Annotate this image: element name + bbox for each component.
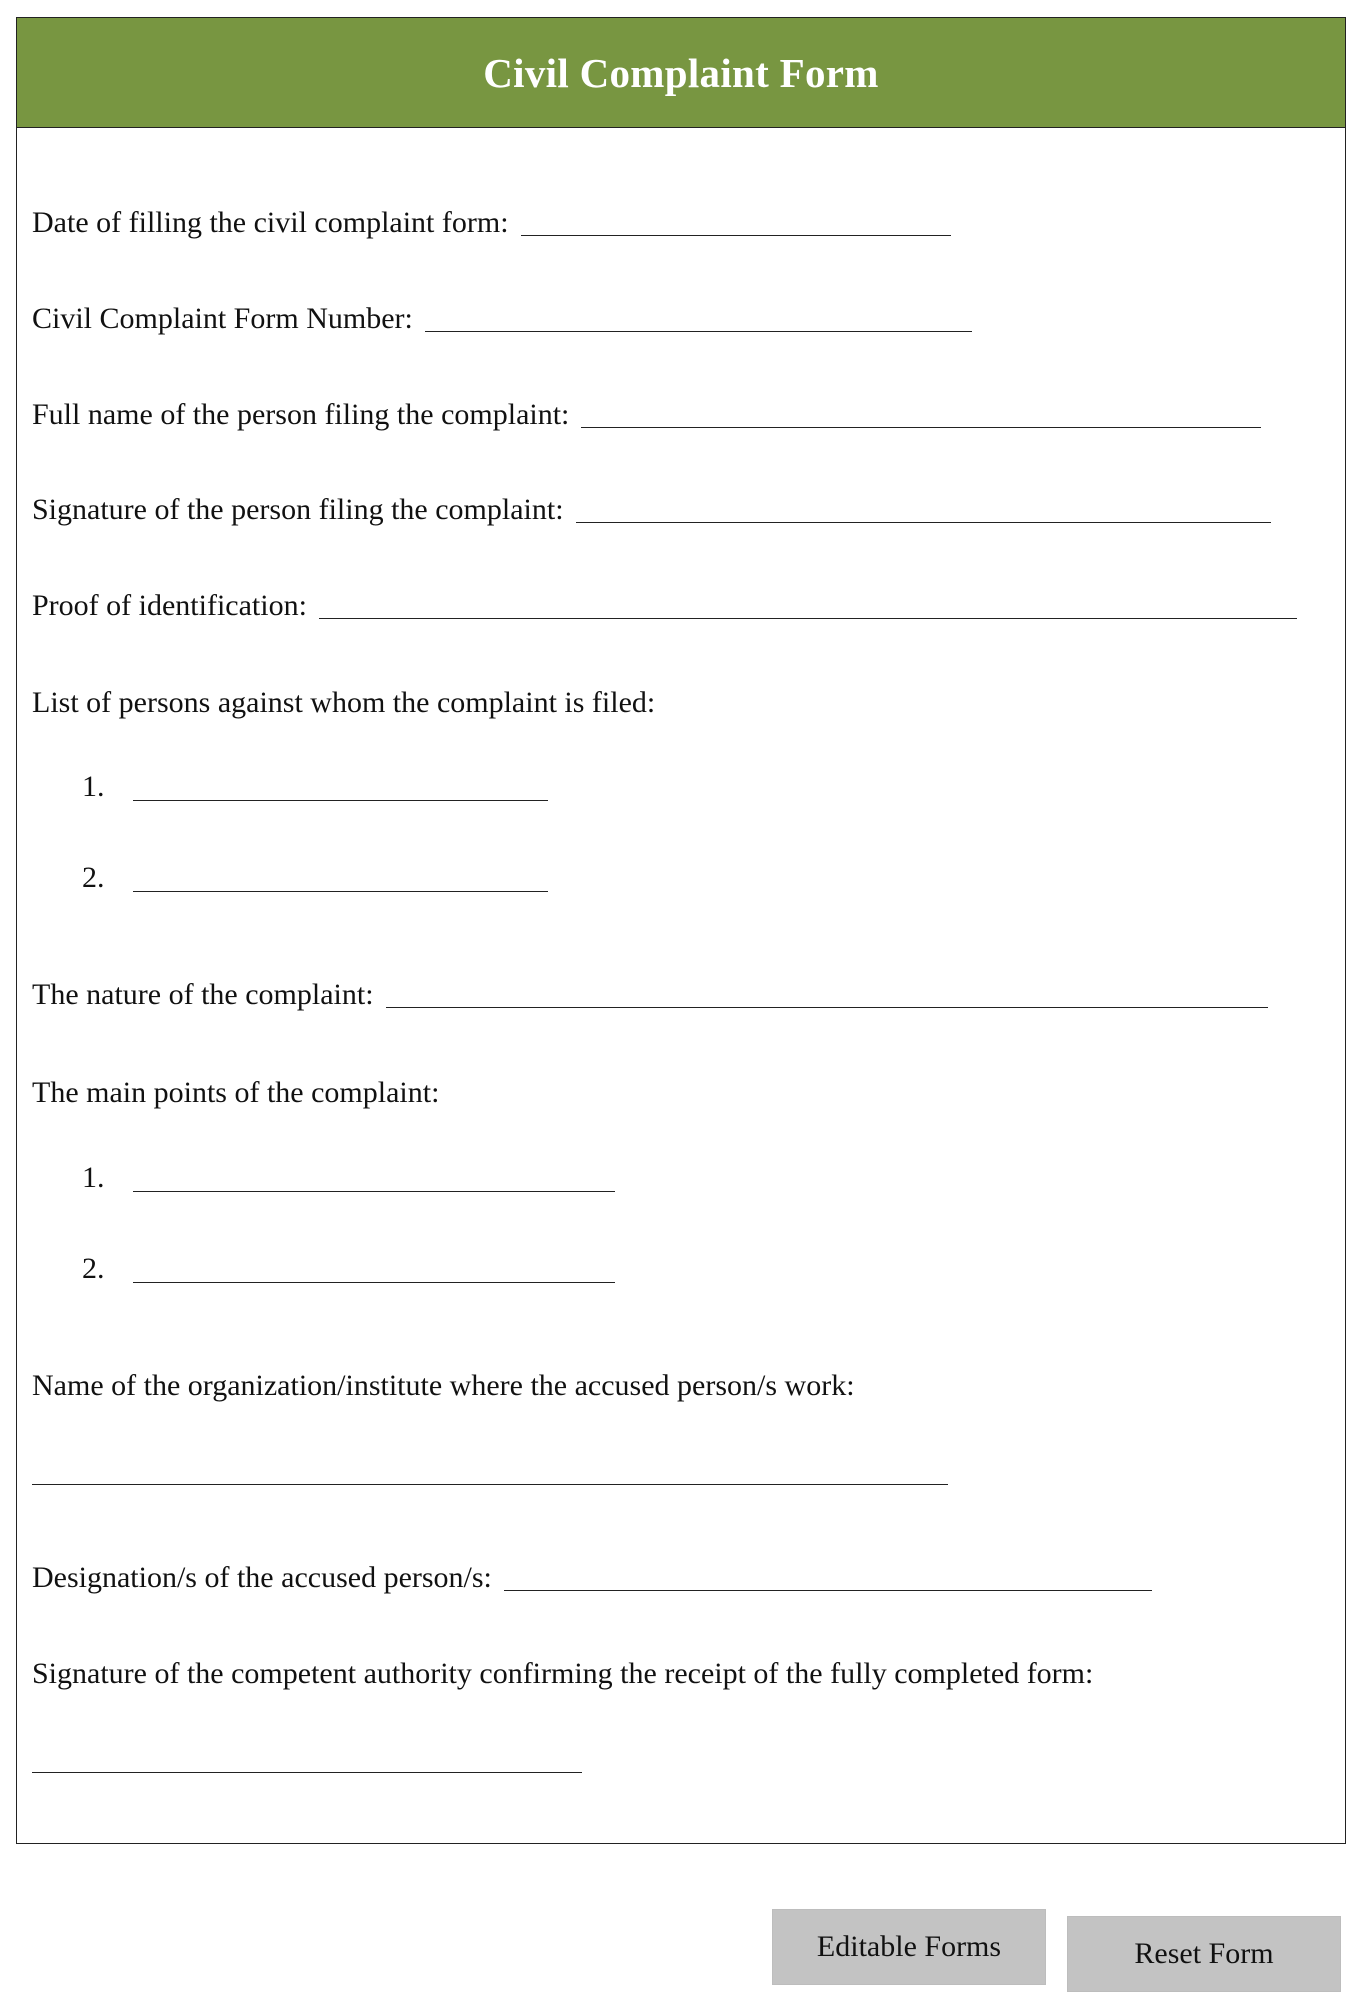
persons-heading: List of persons against whom the complaint is filed: [32,686,656,719]
points-item-2-field[interactable] [133,1281,615,1283]
persons-heading-row [32,678,655,718]
designation-field[interactable] [504,1589,1152,1591]
nature-row [32,970,1268,1010]
proof-field[interactable] [319,617,1297,619]
form-number-field[interactable] [425,330,972,332]
proof-row [32,581,1297,621]
designation-row [32,1553,1152,1593]
persons-item-2-number: 2. [82,861,105,894]
persons-item-1-field[interactable] [133,799,548,801]
signature-field[interactable] [576,521,1271,523]
authority-row [32,1649,1093,1689]
reset-form-button[interactable]: Reset Form [1067,1916,1341,1992]
authority-label: Signature of the competent authority confirming the receipt of the fully completed form: [32,1657,1094,1690]
points-item-1-field[interactable] [133,1190,615,1192]
fullname-row [32,390,1261,430]
persons-item-2-field[interactable] [133,890,548,892]
points-heading-row [32,1068,439,1108]
designation-label: Designation/s of the accused person/s: [32,1561,492,1594]
form-header [17,18,1345,128]
signature-label: Signature of the person filing the complaint: [32,493,564,526]
form-frame [16,17,1346,1844]
nature-field[interactable] [386,1006,1268,1008]
points-item-1-number: 1. [82,1161,105,1194]
fullname-label: Full name of the person filing the complaint: [32,398,570,431]
date-row [32,198,951,238]
date-field[interactable] [521,234,951,236]
form-title: Civil Complaint Form [483,49,879,96]
points-heading: The main points of the complaint: [32,1076,440,1109]
points-item-2-number: 2. [82,1252,105,1285]
fullname-field[interactable] [581,426,1261,428]
signature-row [32,485,1271,525]
form-number-label: Civil Complaint Form Number: [32,302,413,335]
organization-label: Name of the organization/institute where the accused person/s work: [32,1369,855,1402]
nature-label: The nature of the complaint: [32,978,374,1011]
authority-signature-field[interactable] [32,1771,582,1773]
date-label: Date of filling the civil complaint form: [32,206,509,239]
organization-row [32,1361,855,1401]
proof-label: Proof of identification: [32,589,307,622]
form-number-row [32,294,972,334]
organization-field[interactable] [32,1483,948,1485]
editable-forms-button[interactable]: Editable Forms [772,1909,1046,1985]
persons-item-1-number: 1. [82,770,105,803]
